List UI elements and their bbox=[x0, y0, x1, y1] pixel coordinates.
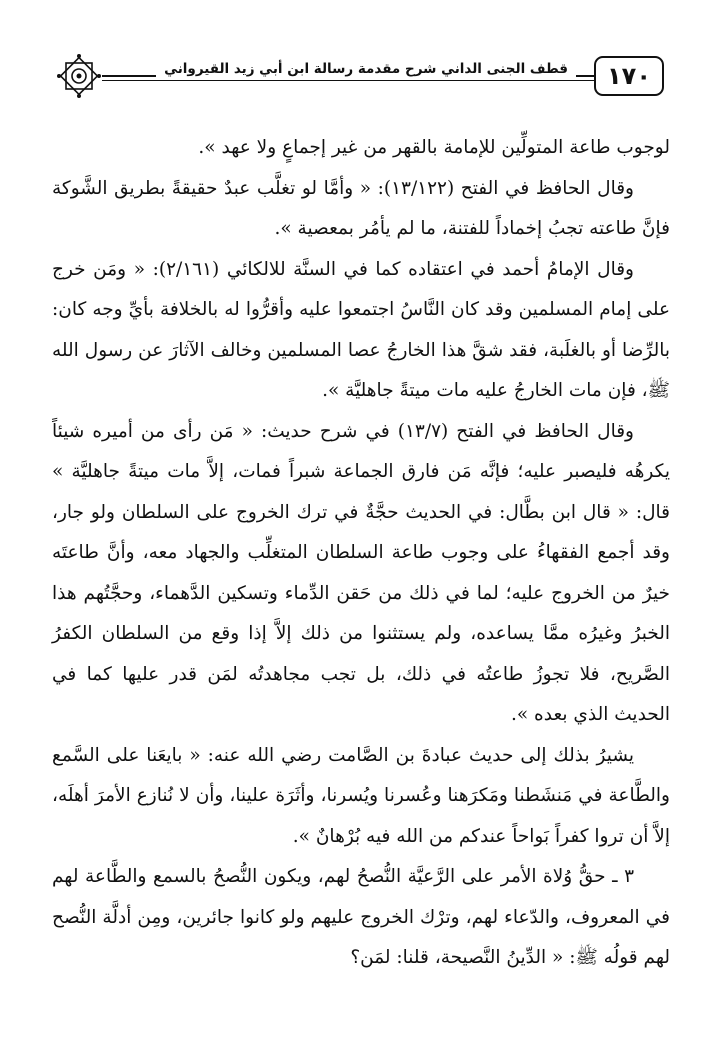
header-rule-thin bbox=[56, 80, 664, 81]
paragraph: لوجوب طاعة المتولِّين للإمامة بالقهر من غير إجماعٍ ولا عهد ». bbox=[198, 137, 670, 158]
page-number: ١٧٠ bbox=[594, 56, 664, 96]
paragraph: وقال الإمامُ أحمد في اعتقاده كما في السنَّة للالكائي (٢/١٦١): « ومَن خرج على إمام المسلمين وقد كان النَّاسُ اجتمعوا عليه وأقرُّوا له بالخلافة بأيِّ وجه كان: بالرِّضا أو بالغلَبة، فقد شقَّ هذا الخارجُ عصا المسلمين وخالف الآثارَ عن رسول الله ﷺ، فإن مات الخارجُ عليه مات ميتةً جاهليَّة ». bbox=[52, 258, 670, 401]
paragraph: وقال الحافظ في الفتح (١٣/٧) في شرح حديث: « مَن رأى من أميره شيئاً يكرهُه فليصبر عليه؛ فإنَّه مَن فارق الجماعة شبراً فمات، إلاَّ مات ميتةً جاهليَّة » قال: « قال ابن بطَّال: في الحديث حجَّةٌ في ترك الخروج على السلطان ولو جار، وقد أجمع الفقهاءُ على وجوب طاعة السلطان المتغلِّب والجهاد معه، وأنَّ طاعتَه خيرٌ من الخروج عليه؛ لما في ذلك من حَقن الدِّماء وتسكين الدَّهماء، وحجَّتُهم هذا الخبرُ وغيرُه ممَّا يساعده، ولم يستثنوا من ذلك إلاَّ إذا وقع من السلطان الكفرُ الصَّريح، فلا تجوزُ طاعتُه في ذلك، بل تجب مجاهدتُه لمَن قدر عليها كما في الحديث الذي بعده ». bbox=[52, 420, 670, 725]
running-title: قطف الجنى الداني شرح مقدمة رسالة ابن أبي زيد القيرواني bbox=[156, 61, 576, 77]
page-body bbox=[52, 128, 670, 979]
paragraph: ٣ ـ حقُّ وُلاة الأمر على الرَّعيَّة النُّصحُ لهم، ويكون النُّصحُ بالسمع والطَّاعة لهم في المعروف، والدّعاء لهم، وترْك الخروج عليهم ولو كانوا جائرين، ومِن أدلَّة النُّصح لهم قولُه ﷺ: « الدِّينُ النَّصيحة، قلنا: لمَن؟ bbox=[52, 866, 670, 968]
star-ornament-icon bbox=[56, 53, 102, 99]
paragraph: يشيرُ بذلك إلى حديث عبادةَ بن الصَّامت رضي الله عنه: « بايعَنا على السَّمع والطَّاعة في مَنشَطنا ومَكرَهنا وعُسرنا ويُسرنا، وأثَرَة علينا، وأن لا نُنازع الأمرَ أهلَه، إلاَّ أن تروا كفراً بَواحاً عندكم من الله فيه بُرْهانٌ ». bbox=[52, 744, 670, 847]
paragraph: وقال الحافظ في الفتح (١٣/١٢٢): « وأمَّا لو تغلَّب عبدٌ حقيقةً بطريق الشَّوكة فإنَّ طاعته تجبُ إخماداً للفتنة، ما لم يأمُر بمعصية ». bbox=[52, 177, 670, 239]
page-header bbox=[56, 50, 664, 104]
